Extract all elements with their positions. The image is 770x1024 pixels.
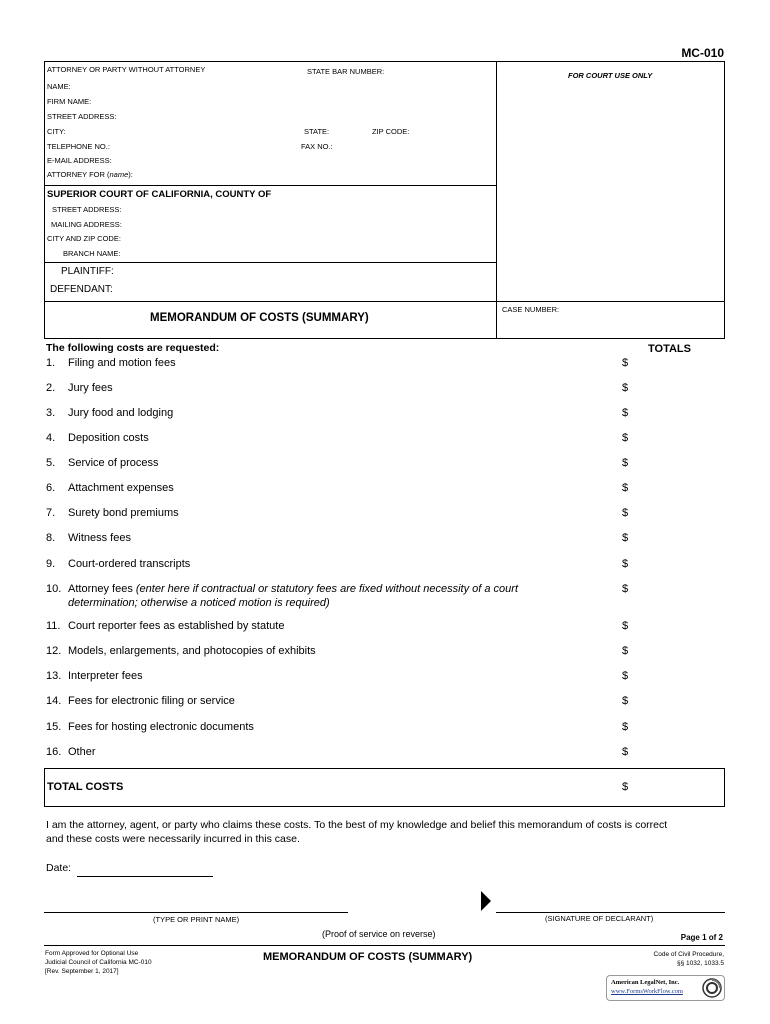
cost-item-15: 15. Fees for hosting electronic documents	[46, 721, 254, 733]
cost-item-10-continued: determination; otherwise a noticed motion is required)	[68, 597, 330, 609]
cost-item-16: 16. Other	[46, 746, 96, 758]
amount-dollar-12: $	[622, 645, 629, 657]
zip-label: ZIP CODE:	[372, 127, 410, 136]
attorney-for-label: ATTORNEY FOR (name):	[47, 170, 133, 179]
signature-label: (SIGNATURE OF DECLARANT)	[545, 914, 654, 923]
amount-dollar-6: $	[622, 482, 629, 494]
footer-title: MEMORANDUM OF COSTS (SUMMARY)	[263, 951, 473, 963]
cost-item-6: 6. Attachment expenses	[46, 482, 174, 494]
cost-item-13: 13. Interpreter fees	[46, 670, 143, 682]
state-label: STATE:	[304, 127, 330, 136]
document-title: MEMORANDUM OF COSTS (SUMMARY)	[150, 312, 369, 324]
cost-item-7: 7. Surety bond premiums	[46, 507, 179, 519]
amount-dollar-5: $	[622, 457, 629, 469]
court-use-divider	[496, 61, 497, 339]
date-label: Date:	[46, 862, 72, 874]
fax-label: FAX NO.:	[301, 142, 333, 151]
declaration-line-2: and these costs were necessarily incurred in this case.	[46, 833, 300, 845]
cost-item-10: 10. Attorney fees (enter here if contractual or statutory fees are fixed without necessity of a court	[46, 583, 519, 595]
proof-note: (Proof of service on reverse)	[322, 929, 436, 939]
cost-item-4: 4. Deposition costs	[46, 432, 149, 444]
page-number: Page 1 of 2	[680, 933, 723, 942]
cost-item-12: 12. Models, enlargements, and photocopies of exhibits	[46, 645, 316, 657]
street-label: STREET ADDRESS:	[47, 112, 117, 121]
amount-dollar-1: $	[622, 357, 629, 369]
signature-arrow-icon	[480, 890, 492, 912]
city-label: CITY:	[47, 127, 66, 136]
state-bar-label: STATE BAR NUMBER:	[307, 67, 385, 76]
court-mailing-label: MAILING ADDRESS:	[51, 220, 122, 229]
court-use-label: FOR COURT USE ONLY	[568, 71, 653, 80]
attorney-label: ATTORNEY OR PARTY WITHOUT ATTORNEY	[47, 65, 206, 74]
code-reference: Code of Civil Procedure, §§ 1032, 1033.5	[653, 951, 724, 967]
case-number-label: CASE NUMBER:	[502, 305, 560, 314]
vendor-link[interactable]: www.FormsWorkFlow.com	[611, 988, 683, 995]
date-field[interactable]	[77, 876, 213, 877]
amount-dollar-4: $	[622, 432, 629, 444]
defendant-label: DEFENDANT:	[50, 284, 113, 295]
amount-dollar-16: $	[622, 746, 629, 758]
cost-item-9: 9. Court-ordered transcripts	[46, 558, 191, 570]
totals-label: TOTALS	[648, 343, 691, 355]
cost-item-14: 14. Fees for electronic filing or service	[46, 695, 235, 707]
total-costs-label: TOTAL COSTS	[47, 781, 124, 793]
amount-dollar-2: $	[622, 382, 629, 394]
cost-item-11: 11. Court reporter fees as established by statute	[46, 620, 285, 632]
amount-dollar-13: $	[622, 670, 629, 682]
printed-name-label: (TYPE OR PRINT NAME)	[153, 915, 240, 924]
form-approval: Form Approved for Optional Use Judicial Council of California MC-010 [Rev. September 1, 2017]	[45, 950, 152, 975]
amount-dollar-9: $	[622, 558, 629, 570]
court-street-label: STREET ADDRESS:	[52, 205, 122, 214]
cost-item-3: 3. Jury food and lodging	[46, 407, 174, 419]
cost-item-5: 5. Service of process	[46, 457, 159, 469]
signature-field[interactable]	[496, 912, 725, 913]
firm-label: FIRM NAME:	[47, 97, 92, 106]
amount-dollar-10: $	[622, 583, 629, 595]
email-label: E-MAIL ADDRESS:	[47, 156, 112, 165]
amount-dollar-15: $	[622, 721, 629, 733]
vendor-logo	[606, 975, 725, 1001]
cost-item-2: 2. Jury fees	[46, 382, 113, 394]
amount-dollar-7: $	[622, 507, 629, 519]
amount-dollar-3: $	[622, 407, 629, 419]
vendor-name: American LegalNet, Inc.	[611, 979, 680, 986]
form-code: MC-010	[681, 46, 724, 60]
vendor-seal-icon	[702, 978, 722, 998]
amount-dollar-8: $	[622, 532, 629, 544]
declaration-line-1: I am the attorney, agent, or party who claims these costs. To the best of my knowledge and belief this memorandum of costs is correct	[46, 819, 668, 831]
cost-item-8: 8. Witness fees	[46, 532, 131, 544]
costs-intro: The following costs are requested:	[46, 342, 220, 354]
printed-name-field[interactable]	[44, 912, 348, 913]
telephone-label: TELEPHONE NO.:	[47, 142, 110, 151]
plaintiff-label: PLAINTIFF:	[61, 266, 114, 277]
court-branch-label: BRANCH NAME:	[63, 249, 121, 258]
total-costs-dollar: $	[622, 781, 629, 793]
cost-item-1: 1. Filing and motion fees	[46, 357, 176, 369]
amount-dollar-14: $	[622, 695, 629, 707]
header-frame	[44, 61, 725, 339]
amount-dollar-11: $	[622, 620, 629, 632]
name-label: NAME:	[47, 82, 71, 91]
court-city-label: CITY AND ZIP CODE:	[47, 234, 121, 243]
court-title: SUPERIOR COURT OF CALIFORNIA, COUNTY OF	[47, 189, 272, 200]
